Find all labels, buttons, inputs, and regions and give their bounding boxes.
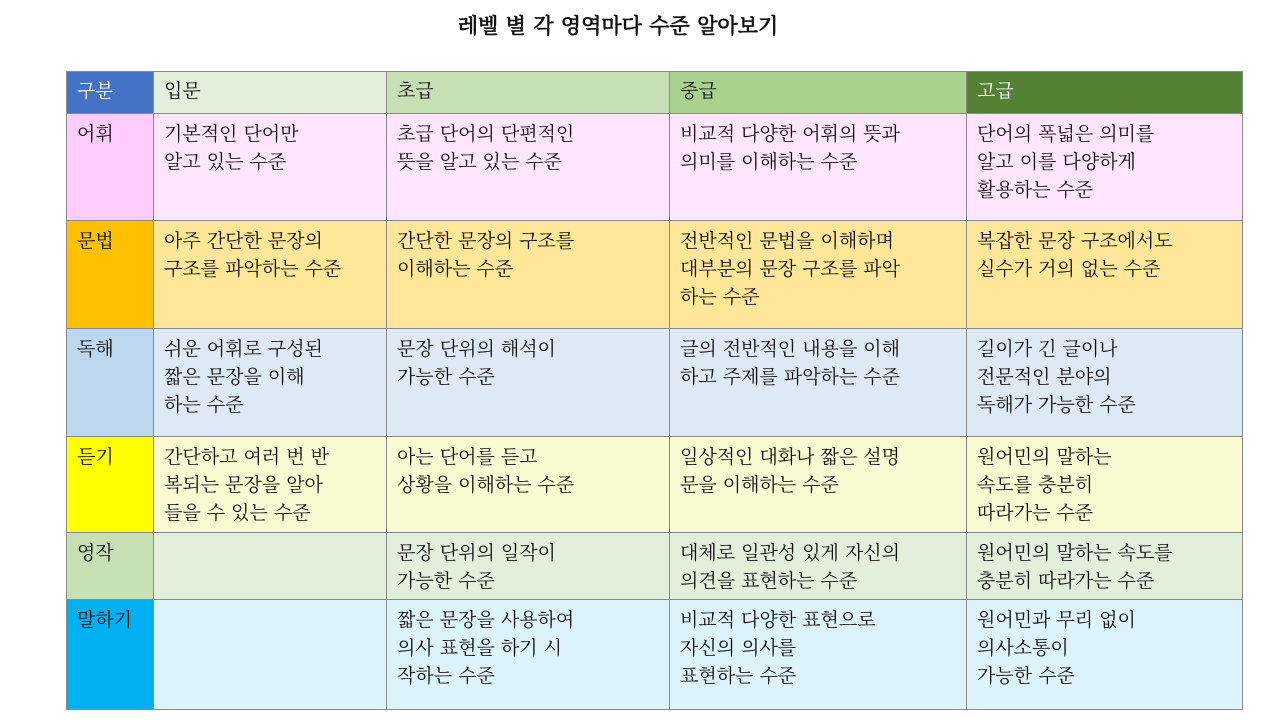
cell-speaking-advanced: 원어민과 무리 없이 의사소통이 가능한 수준 [967, 600, 1243, 710]
header-intro: 입문 [154, 72, 387, 114]
table-header-row [67, 72, 1243, 114]
cell-reading-advanced: 길이가 긴 글이나 전문적인 분야의 독해가 가능한 수준 [967, 329, 1243, 437]
cell-speaking-beginner: 짧은 문장을 사용하여 의사 표현을 하기 시 작하는 수준 [387, 600, 670, 710]
cell-grammar-advanced: 복잡한 문장 구조에서도 실수가 거의 없는 수준 [967, 221, 1243, 329]
cell-vocab-advanced: 단어의 폭넓은 의미를 알고 이를 다양하게 활용하는 수준 [967, 114, 1243, 221]
cell-writing-intermediate: 대체로 일관성 있게 자신의 의견을 표현하는 수준 [670, 533, 967, 600]
row-label-speaking: 말하기 [67, 600, 154, 710]
cell-writing-advanced: 원어민의 말하는 속도를 충분히 따라가는 수준 [967, 533, 1243, 600]
header-intermediate: 중급 [670, 72, 967, 114]
level-table [66, 71, 1243, 710]
cell-speaking-intro [154, 600, 387, 710]
cell-writing-intro [154, 533, 387, 600]
row-label-listening: 듣기 [67, 437, 154, 533]
table-row-reading [67, 329, 1243, 437]
table-row-speaking [67, 600, 1243, 710]
cell-listening-intermediate: 일상적인 대화나 짧은 설명 문을 이해하는 수준 [670, 437, 967, 533]
table-row-writing [67, 533, 1243, 600]
row-label-writing: 영작 [67, 533, 154, 600]
row-label-vocab: 어휘 [67, 114, 154, 221]
cell-grammar-intro: 아주 간단한 문장의 구조를 파악하는 수준 [154, 221, 387, 329]
header-category: 구분 [67, 72, 154, 114]
header-beginner: 초급 [387, 72, 670, 114]
cell-reading-intro: 쉬운 어휘로 구성된 짧은 문장을 이해 하는 수준 [154, 329, 387, 437]
header-advanced: 고급 [967, 72, 1243, 114]
table-row-listening [67, 437, 1243, 533]
cell-reading-intermediate: 글의 전반적인 내용을 이해 하고 주제를 파악하는 수준 [670, 329, 967, 437]
cell-listening-intro: 간단하고 여러 번 반 복되는 문장을 알아 들을 수 있는 수준 [154, 437, 387, 533]
cell-reading-beginner: 문장 단위의 해석이 가능한 수준 [387, 329, 670, 437]
page-title: 레벨 별 각 영역마다 수준 알아보기 [457, 14, 779, 38]
cell-vocab-intermediate: 비교적 다양한 어휘의 뜻과 의미를 이해하는 수준 [670, 114, 967, 221]
cell-writing-beginner: 문장 단위의 일작이 가능한 수준 [387, 533, 670, 600]
row-label-grammar: 문법 [67, 221, 154, 329]
table-row-grammar [67, 221, 1243, 329]
row-label-reading: 독해 [67, 329, 154, 437]
cell-listening-advanced: 원어민의 말하는 속도를 충분히 따라가는 수준 [967, 437, 1243, 533]
cell-listening-beginner: 아는 단어를 듣고 상황을 이해하는 수준 [387, 437, 670, 533]
cell-speaking-intermediate: 비교적 다양한 표현으로 자신의 의사를 표현하는 수준 [670, 600, 967, 710]
cell-grammar-beginner: 간단한 문장의 구조를 이해하는 수준 [387, 221, 670, 329]
cell-vocab-intro: 기본적인 단어만 알고 있는 수준 [154, 114, 387, 221]
cell-grammar-intermediate: 전반적인 문법을 이해하며 대부분의 문장 구조를 파악 하는 수준 [670, 221, 967, 329]
table-row-vocab [67, 114, 1243, 221]
cell-vocab-beginner: 초급 단어의 단편적인 뜻을 알고 있는 수준 [387, 114, 670, 221]
